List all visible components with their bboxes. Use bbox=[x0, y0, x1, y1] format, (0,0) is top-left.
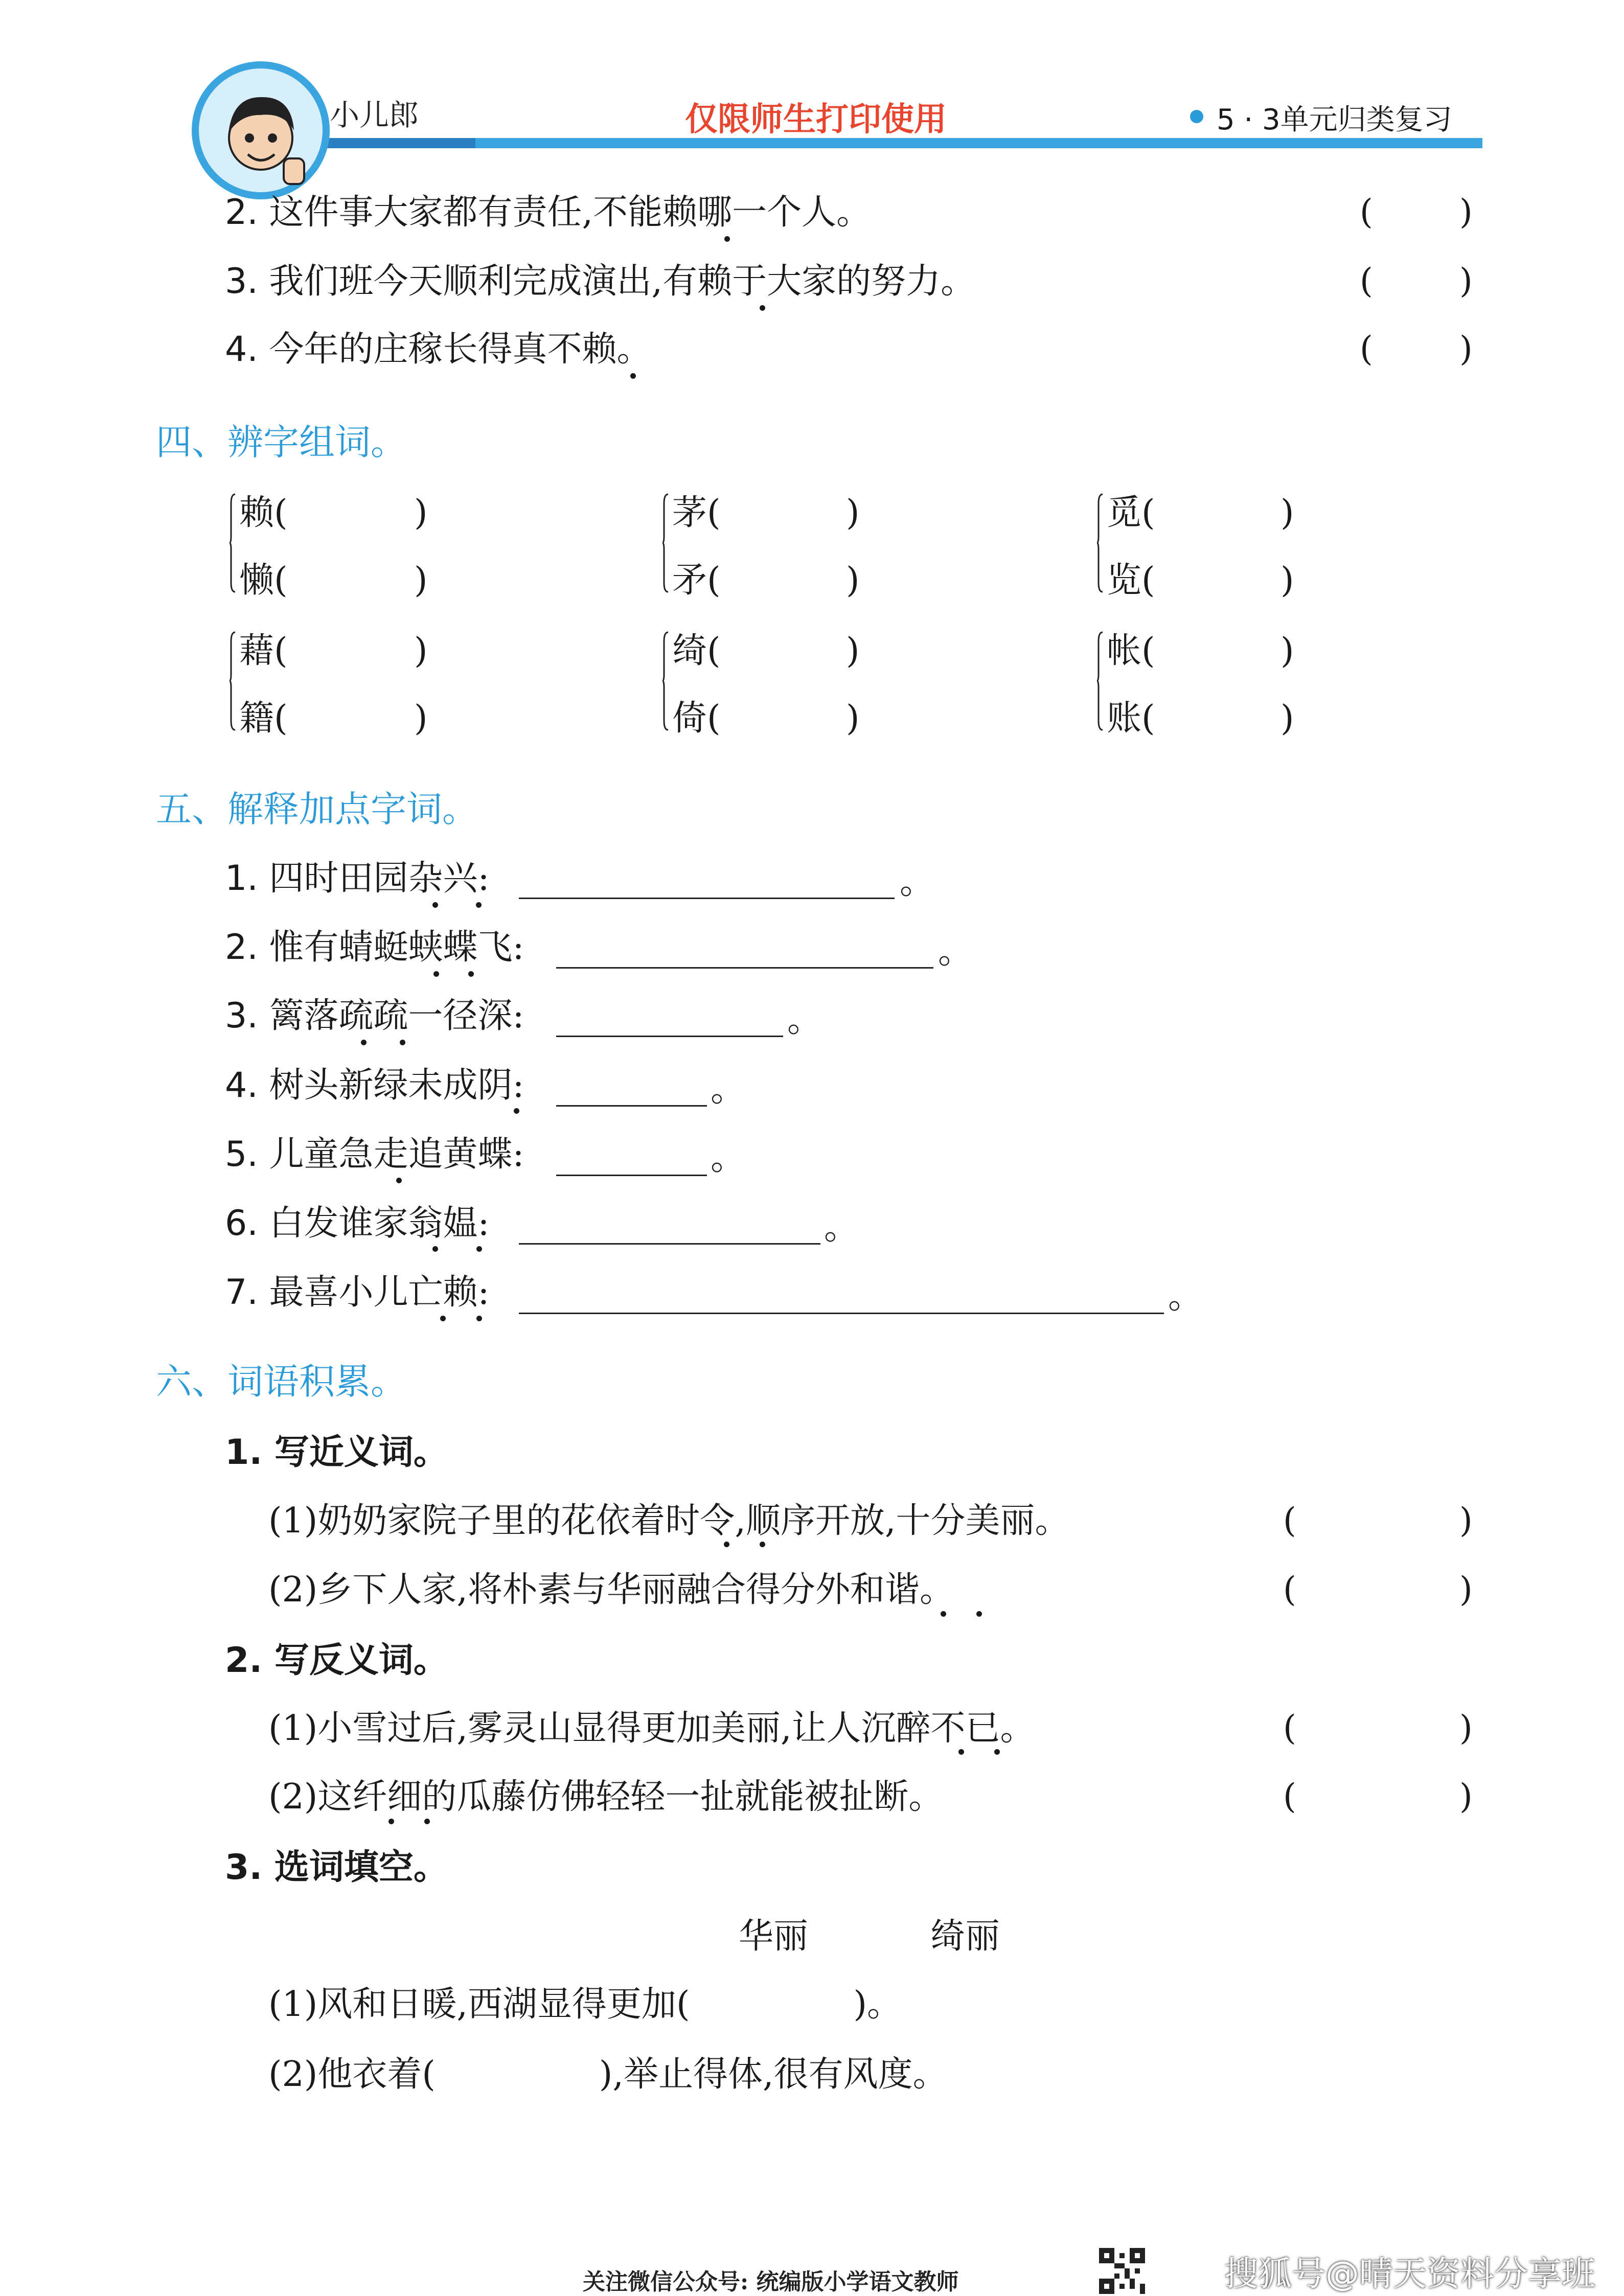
emphasis-dot bbox=[760, 1542, 765, 1547]
item-number: 1. bbox=[225, 858, 258, 899]
word-option: 绮丽 bbox=[930, 1916, 1000, 1957]
emphasis-dot bbox=[468, 971, 474, 977]
list-item: (2)乡下人家,将朴素与华丽融合得分外和谐。 bbox=[268, 1570, 954, 1610]
char-pair-top: 帐( bbox=[1107, 631, 1155, 671]
item-text: 我们班今天顺利完成演出,有赖于大家的努力。 bbox=[269, 261, 976, 302]
qr-code-icon bbox=[1099, 2248, 1145, 2294]
item-text: 今年的庄稼长得真不赖。 bbox=[269, 329, 652, 370]
item-text: 四时田园杂兴: bbox=[269, 858, 490, 899]
blank-close[interactable]: ) bbox=[1280, 631, 1294, 671]
char-pair-top: 觅( bbox=[1107, 493, 1155, 533]
list-item bbox=[268, 1984, 902, 2025]
mascot-boy-icon bbox=[192, 61, 330, 199]
brace-icon bbox=[662, 493, 669, 593]
char-pair-bottom: 倚( bbox=[672, 698, 721, 739]
item-text: 最喜小儿亡赖: bbox=[269, 1272, 490, 1313]
blank-close[interactable]: ) bbox=[414, 631, 428, 671]
answer-paren-close[interactable]: ) bbox=[1459, 1777, 1473, 1816]
brace-icon bbox=[662, 631, 669, 731]
list-item bbox=[225, 192, 872, 233]
list-item bbox=[225, 858, 490, 899]
section-title-6: 六、词语积累。 bbox=[156, 1361, 406, 1403]
answer-line[interactable] bbox=[556, 1036, 783, 1037]
item-number: 7. bbox=[225, 1272, 258, 1313]
blank-close[interactable]: ) bbox=[846, 698, 860, 739]
emphasis-dot bbox=[396, 1178, 402, 1183]
emphasis-dot bbox=[630, 373, 636, 379]
list-item bbox=[225, 1134, 524, 1175]
emphasis-dot bbox=[514, 1108, 519, 1114]
item-text: 这件事大家都有责任,不能赖哪一个人。 bbox=[269, 192, 872, 233]
blank-close[interactable]: ) bbox=[846, 631, 860, 671]
emphasis-dot bbox=[724, 236, 730, 242]
item-text: 篱落疏疏一径深: bbox=[269, 996, 524, 1036]
item-number: 4. bbox=[225, 1065, 258, 1106]
brace-icon bbox=[229, 631, 236, 731]
answer-paren-open: ( bbox=[1360, 261, 1373, 301]
emphasis-dot bbox=[994, 1749, 1000, 1755]
item-text: 惟有蜻蜓蛱蝶飞: bbox=[269, 927, 524, 968]
list-item: (1)奶奶家院子里的花依着时令,顺序开放,十分美丽。 bbox=[268, 1501, 1070, 1541]
answer-paren-open: ( bbox=[1283, 1777, 1296, 1816]
item-number: 3. bbox=[225, 996, 258, 1036]
brand-name: 小儿郎 bbox=[330, 98, 419, 132]
emphasis-dot bbox=[433, 971, 439, 977]
answer-line[interactable] bbox=[556, 1175, 707, 1176]
end-mark: 。 bbox=[824, 1207, 859, 1248]
unit-bullet-icon bbox=[1190, 110, 1203, 123]
list-item bbox=[225, 329, 652, 370]
char-pair-top: 茅( bbox=[672, 493, 721, 533]
emphasis-dot bbox=[976, 1611, 982, 1617]
list-item bbox=[225, 1272, 490, 1313]
subsection-title: 2. 写反义词。 bbox=[225, 1640, 448, 1681]
emphasis-dot bbox=[424, 1819, 430, 1824]
end-mark: 。 bbox=[1168, 1276, 1203, 1317]
item-number: 3. bbox=[225, 261, 258, 302]
brace-icon bbox=[1096, 631, 1104, 731]
item-number: 4. bbox=[225, 329, 258, 370]
item-text: (2)他衣着( bbox=[268, 2054, 436, 2095]
answer-paren-open: ( bbox=[1283, 1570, 1296, 1609]
answer-line[interactable] bbox=[519, 898, 895, 899]
emphasis-dot bbox=[476, 1316, 482, 1321]
item-text: (1)风和日暖,西湖显得更加( bbox=[268, 1984, 690, 2025]
emphasis-dot bbox=[476, 902, 482, 908]
list-item bbox=[268, 2054, 948, 2095]
emphasis-dot bbox=[400, 1040, 405, 1045]
char-pair-top: 赖( bbox=[239, 493, 288, 533]
answer-line[interactable] bbox=[519, 1313, 1164, 1314]
brace-icon bbox=[1096, 493, 1104, 593]
answer-paren-close[interactable]: ) bbox=[1459, 261, 1473, 301]
emphasis-dot bbox=[432, 1246, 438, 1252]
emphasis-dot bbox=[941, 1611, 946, 1617]
char-pair-bottom: 览( bbox=[1107, 560, 1155, 601]
end-mark: 。 bbox=[787, 1000, 822, 1040]
blank-close[interactable]: ) bbox=[414, 493, 428, 533]
answer-paren-open: ( bbox=[1360, 329, 1373, 369]
emphasis-dot bbox=[760, 305, 765, 311]
answer-paren-open: ( bbox=[1283, 1501, 1296, 1540]
emphasis-dot bbox=[388, 1819, 394, 1824]
char-pair-bottom: 账( bbox=[1107, 698, 1155, 739]
list-item bbox=[225, 927, 524, 968]
header-rule-accent bbox=[307, 138, 475, 148]
unit-label: 5 · 3单元归类复习 bbox=[1217, 103, 1452, 136]
end-mark: 。 bbox=[900, 862, 935, 902]
blank-close[interactable]: ) bbox=[846, 493, 860, 533]
section-title-4: 四、辨字组词。 bbox=[156, 421, 406, 463]
answer-line[interactable] bbox=[556, 1105, 707, 1107]
emphasis-dot bbox=[724, 1542, 729, 1547]
char-pair-bottom: 籍( bbox=[239, 698, 288, 739]
end-mark: 。 bbox=[938, 931, 973, 972]
char-pair-top: 绮( bbox=[672, 631, 721, 671]
section-title-5: 五、解释加点字词。 bbox=[156, 788, 478, 830]
blank-close[interactable]: ) bbox=[414, 560, 428, 601]
item-text: 白发谁家翁媪: bbox=[269, 1203, 490, 1244]
item-text: 儿童急走追黄蝶: bbox=[269, 1134, 524, 1175]
item-number: 2. bbox=[225, 927, 258, 968]
emphasis-dot bbox=[361, 1040, 367, 1045]
subsection-title: 3. 选词填空。 bbox=[225, 1847, 448, 1888]
emphasis-dot bbox=[440, 1316, 446, 1321]
end-mark: 。 bbox=[711, 1069, 746, 1110]
list-item: (2)这纤细的瓜藤仿佛轻轻一扯就能被扯断。 bbox=[268, 1777, 944, 1817]
item-number: 6. bbox=[225, 1203, 258, 1244]
answer-paren-close[interactable]: ) bbox=[1459, 1708, 1473, 1748]
emphasis-dot bbox=[958, 1749, 964, 1755]
emphasis-dot bbox=[432, 902, 438, 908]
char-pair-bottom: 懒( bbox=[239, 560, 288, 601]
blank-close[interactable]: ) bbox=[1280, 560, 1294, 601]
answer-paren-close[interactable]: ) bbox=[1459, 192, 1473, 232]
answer-paren-open: ( bbox=[1283, 1708, 1296, 1748]
list-item bbox=[225, 261, 976, 302]
answer-paren-close[interactable]: ) bbox=[1459, 1570, 1473, 1609]
answer-paren-open: ( bbox=[1360, 192, 1373, 232]
end-mark: 。 bbox=[711, 1138, 746, 1178]
answer-line[interactable] bbox=[556, 967, 933, 969]
blank-close[interactable]: ) bbox=[846, 560, 860, 601]
item-number: 5. bbox=[225, 1134, 258, 1175]
watermark: 搜狐号@晴天资料分享班 bbox=[1224, 2254, 1595, 2293]
answer-paren-close[interactable]: ) bbox=[1459, 1501, 1473, 1540]
brace-icon bbox=[229, 493, 236, 593]
char-pair-top: 藉( bbox=[239, 631, 288, 671]
answer-line[interactable] bbox=[519, 1243, 820, 1245]
item-text: )。 bbox=[853, 1984, 902, 2025]
subsection-title: 1. 写近义词。 bbox=[225, 1432, 448, 1473]
item-number: 2. bbox=[225, 192, 258, 233]
list-item bbox=[225, 996, 524, 1036]
list-item: (1)小雪过后,雾灵山显得更加美丽,让人沉醉不已。 bbox=[268, 1708, 1035, 1749]
blank-close[interactable]: ) bbox=[1280, 698, 1294, 739]
item-text: ),举止得体,很有风度。 bbox=[599, 2054, 948, 2095]
list-item bbox=[225, 1203, 490, 1244]
emphasis-dot bbox=[476, 1246, 482, 1252]
blank-close[interactable]: ) bbox=[414, 698, 428, 739]
item-text: 树头新绿未成阴: bbox=[269, 1065, 524, 1106]
footer-note: 关注微信公众号: 统编版小学语文教师 bbox=[583, 2269, 959, 2295]
list-item bbox=[225, 1065, 524, 1106]
blank-close[interactable]: ) bbox=[1280, 493, 1294, 533]
char-pair-bottom: 矛( bbox=[672, 560, 721, 601]
print-notice: 仅限师生打印使用 bbox=[685, 101, 947, 139]
word-option: 华丽 bbox=[739, 1916, 809, 1957]
answer-paren-close[interactable]: ) bbox=[1459, 329, 1473, 369]
